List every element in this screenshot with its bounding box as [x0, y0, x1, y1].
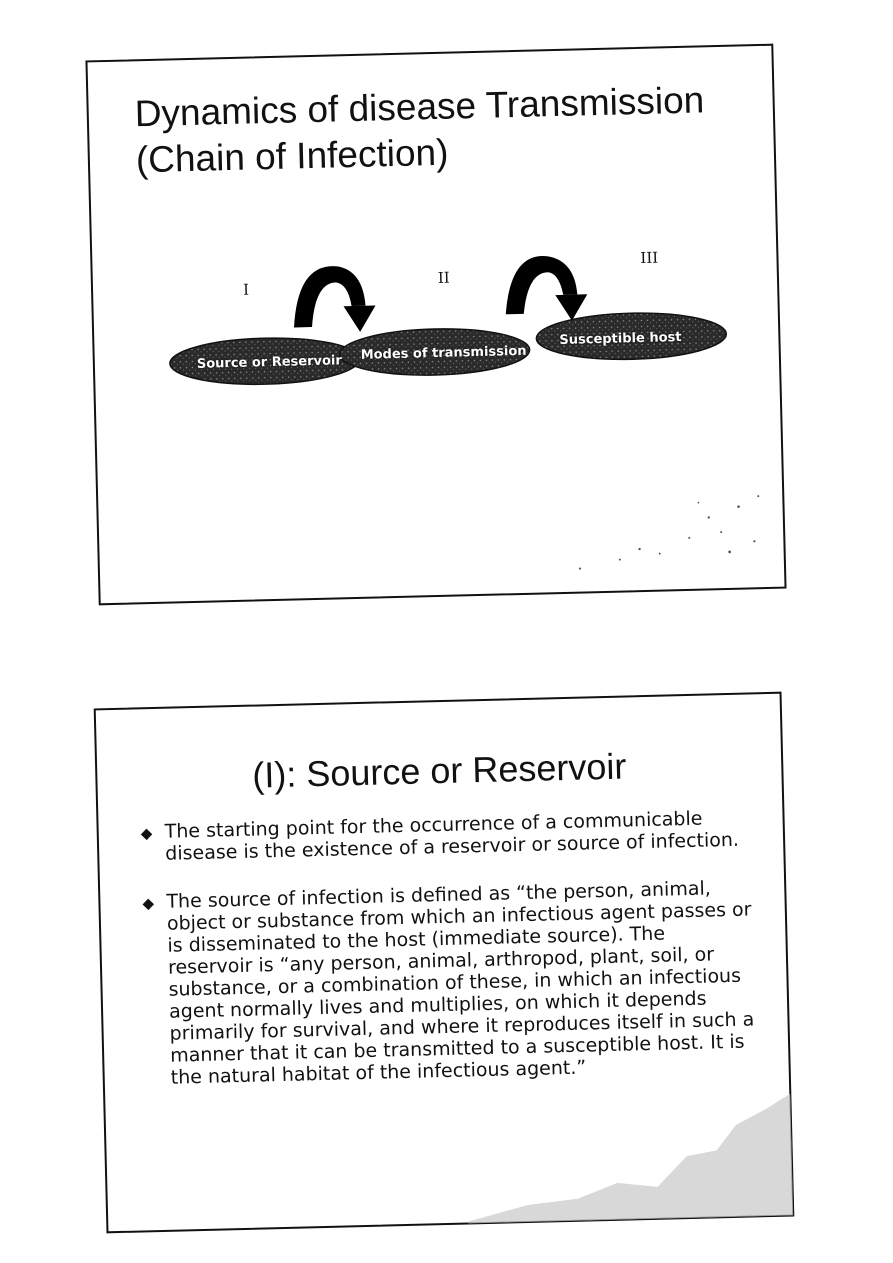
label-source-or-reservoir: Source or Reservoir — [196, 353, 342, 372]
label-susceptible-host: Susceptible host — [559, 330, 682, 348]
slide-source-or-reservoir — [94, 692, 795, 1234]
stage-number-1: I — [242, 280, 250, 299]
diamond-bullet-icon: ◆ — [140, 824, 153, 843]
curved-arrow-icon-1 — [293, 265, 377, 333]
scan-noise-smudge — [457, 456, 780, 584]
title-line-1: Dynamics of disease Transmission — [134, 79, 705, 135]
scan-noise-smudge — [465, 1094, 793, 1224]
slide-title: (I): Source or Reservoir — [251, 745, 627, 796]
label-modes-of-transmission: Modes of transmission — [360, 343, 527, 363]
bullet-text: The source of infection is defined as “the person, animal, object or substance from which an infectious agent passes or is disseminated to the host (immediate source). The reservoir is “any person, animal, arthropod, plant, soil, or substance, or a combination of these, in which an infectious agent normally lives and multiplies, on which it depends primarily for survival, and where it reproduces itself in such a manner that it can be transmitted to a susceptible host. It is the natural habitat of the infectious agent.” — [166, 877, 755, 1089]
stage-number-3: III — [640, 248, 659, 267]
bullet-list — [140, 806, 757, 1115]
list-item — [142, 876, 757, 1089]
bullet-text: The starting point for the occurrence of a communicable disease is the existence of a reservoir or source of infection. — [164, 807, 740, 865]
title-line-2: (Chain of Infection) — [135, 131, 449, 181]
stage-number-2: II — [437, 268, 450, 287]
list-item — [140, 806, 751, 865]
diamond-bullet-icon: ◆ — [142, 894, 155, 913]
curved-arrow-icon-2 — [504, 255, 588, 322]
slide-chain-of-infection — [85, 44, 786, 606]
